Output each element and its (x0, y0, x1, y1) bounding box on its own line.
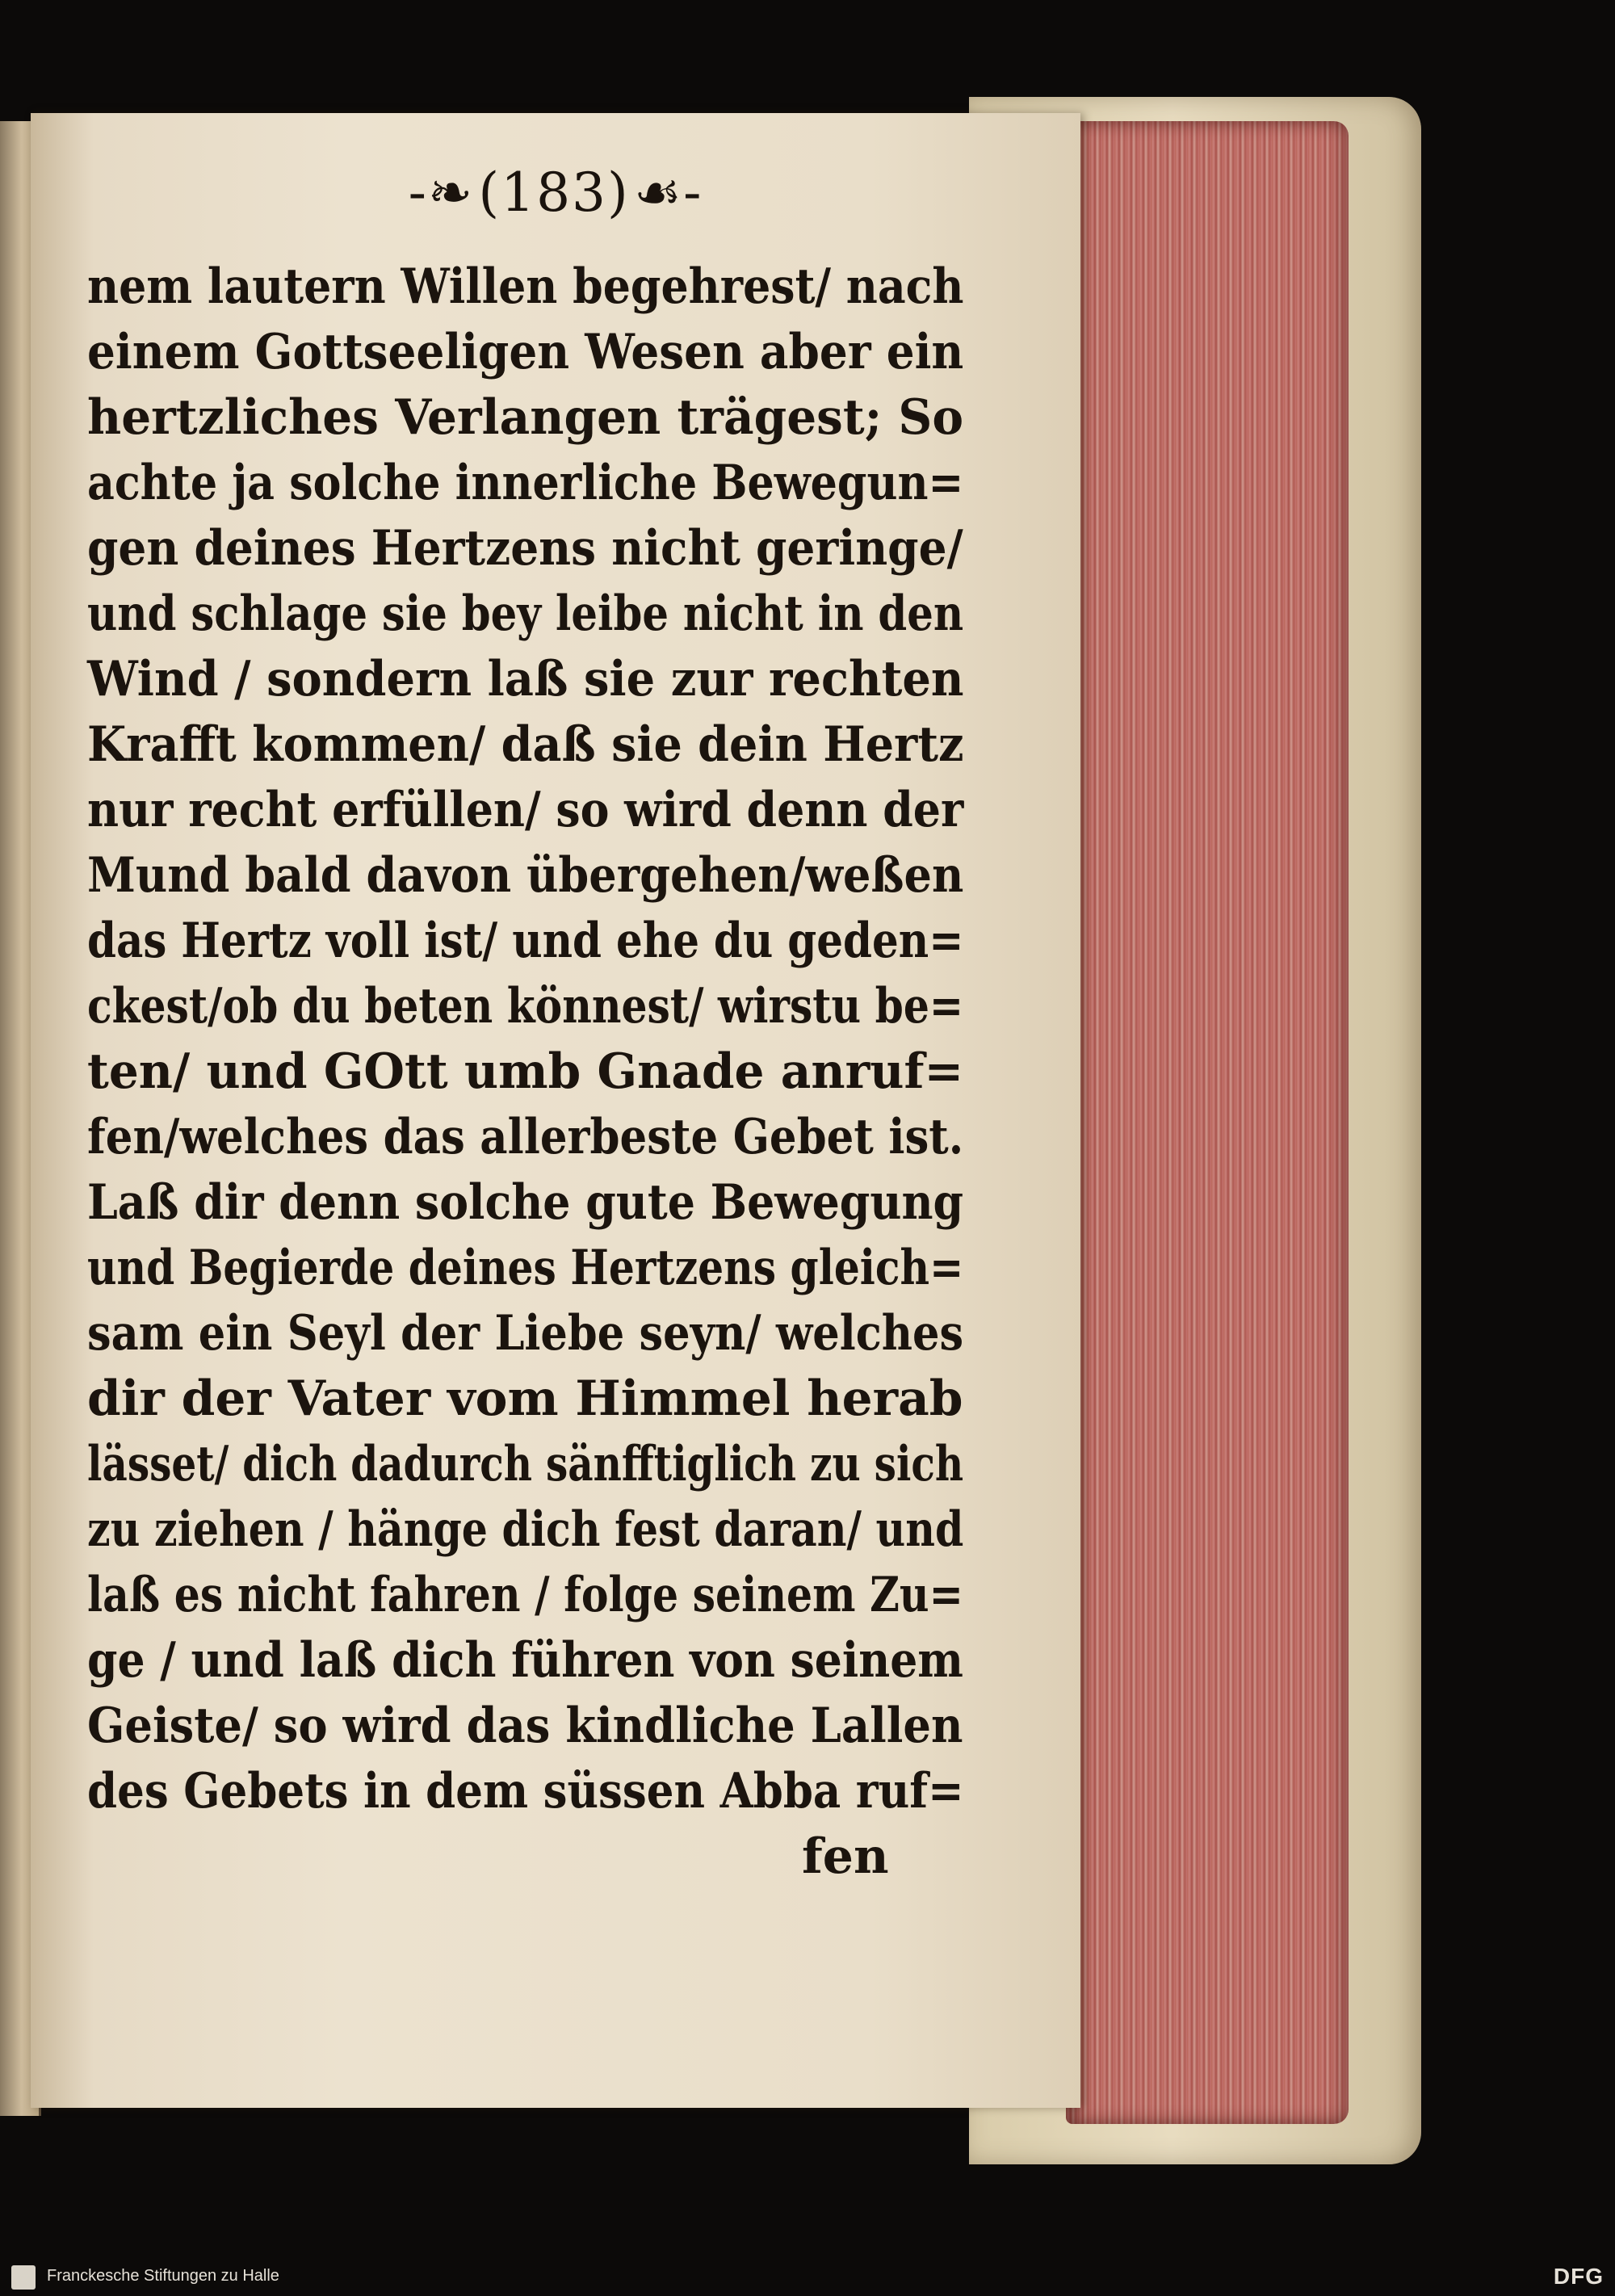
text-line: laß es nicht fahren / folge seinem Zu= (87, 1567, 963, 1623)
text-line: des Gebets in dem süssen Abba ruf= (87, 1763, 964, 1820)
page-header (31, 162, 1080, 224)
text-line: und Begierde deines Hertzens gleich= (87, 1240, 964, 1296)
funder-logo: DFG (1553, 2264, 1604, 2289)
ornament-left-icon: -❧ (408, 162, 475, 224)
text-line: achte ja solche innerliche Bewegun= (87, 455, 964, 511)
text-line: das Hertz voll ist/ und ehe du geden= (87, 913, 964, 969)
text-line: sam ein Seyl der Liebe seyn/ welches (87, 1305, 964, 1362)
text-line: ckest/ob du beten könnest/ wirstu be= (87, 978, 964, 1035)
text-line: Krafft kommen/ daß sie dein Hertz (87, 716, 964, 773)
page-number: (183) (478, 162, 630, 224)
text-line: ge / und laß dich führen von seinem (87, 1632, 963, 1689)
text-line: nur recht erfüllen/ so wird denn der (87, 782, 964, 838)
text-line: zu ziehen / hänge dich fest daran/ und (87, 1501, 964, 1558)
text-line: nem lautern Willen begehrest/ nach (87, 258, 964, 315)
text-line: dir der Vater vom Himmel herab (87, 1370, 963, 1427)
text-line: Geiste/ so wird das kindliche Lallen (87, 1698, 963, 1754)
text-line: und schlage sie bey leibe nicht in den (87, 586, 964, 642)
text-line: hertzliches Verlangen trägest; So (87, 389, 964, 446)
ornament-right-icon: ☙- (633, 162, 703, 224)
text-line: gen deines Hertzens nicht geringe/ (87, 520, 963, 577)
text-line: einem Gottseeligen Wesen aber ein (87, 324, 964, 380)
institution-logo-icon (11, 2265, 36, 2290)
catchword: fen (802, 1828, 889, 1885)
text-line: Wind / sondern laß sie zur rechten (87, 651, 964, 707)
text-line: ten/ und GOtt umb Gnade anruf= (87, 1043, 964, 1100)
text-line: Laß dir denn solche gute Bewegung (87, 1174, 964, 1231)
text-line: fen/welches das allerbeste Gebet ist. (87, 1109, 964, 1165)
text-line: lässet/ dich dadurch sänfftiglich zu sich (87, 1436, 964, 1492)
book-fore-edge (1066, 121, 1349, 2124)
footer-bar (0, 2259, 1615, 2296)
book-page (31, 113, 1080, 2108)
catchword-row (87, 1824, 963, 1890)
body-text (87, 254, 963, 1890)
institution-name: Franckesche Stiftungen zu Halle (47, 2267, 279, 2285)
text-line: Mund bald davon übergehen/weßen (87, 847, 964, 904)
